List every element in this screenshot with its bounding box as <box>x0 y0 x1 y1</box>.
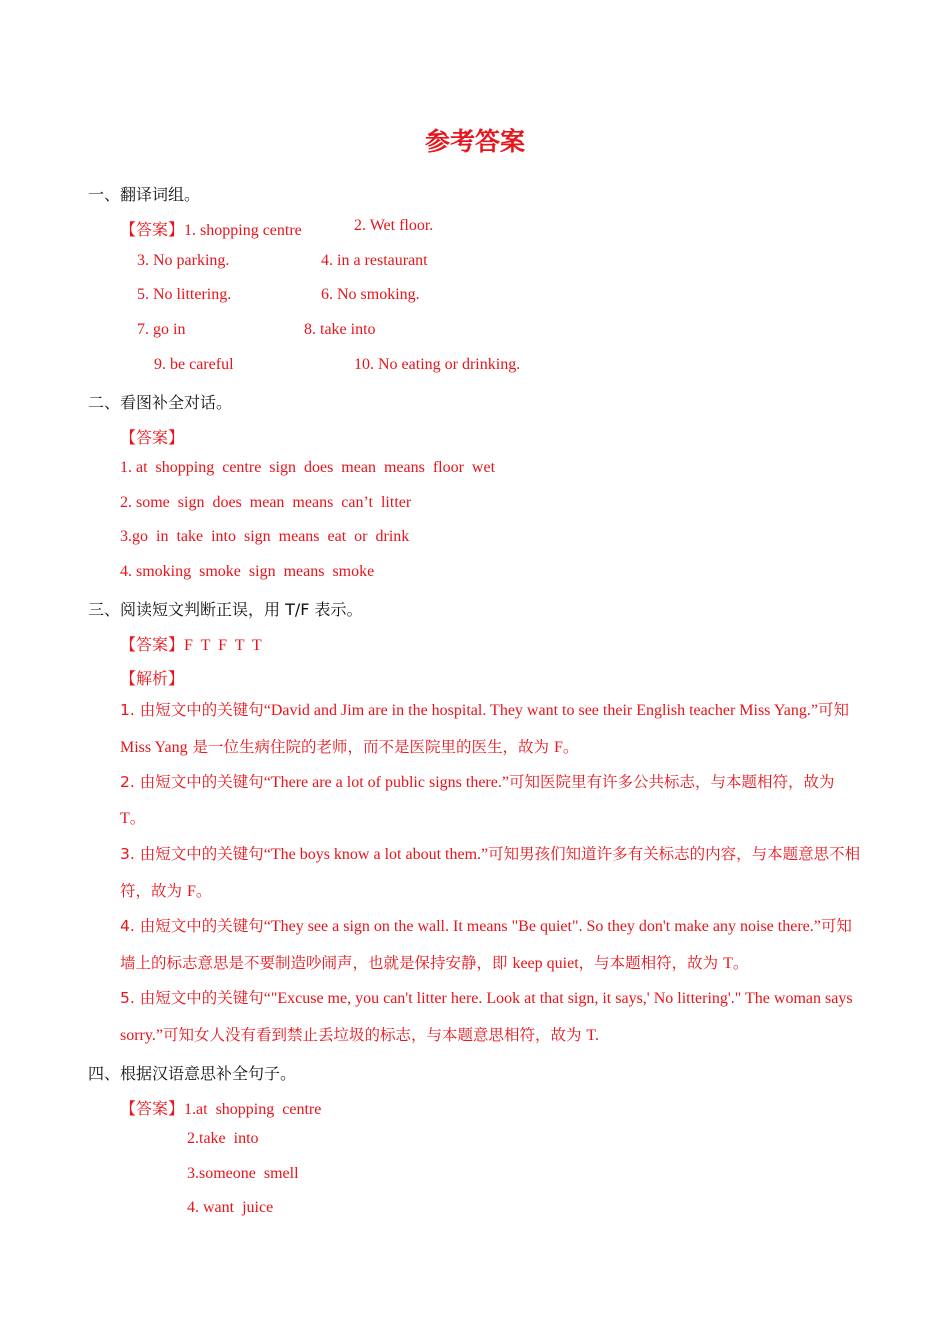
analysis-text: keep quiet <box>512 955 579 972</box>
analysis-item-3 <box>120 836 865 910</box>
section-3-heading: 三、阅读短文判断正误，用 T/F 表示。 <box>88 600 363 619</box>
s4-line-4: 4. want juice <box>187 1199 274 1216</box>
s1-answer-line <box>120 217 302 240</box>
analysis-quote: “"Excuse me, you can't litter here. Look at that sign, it says,' No littering'." The woman says sorry.” <box>120 990 853 1044</box>
s2-answer-tag: 【答案】 <box>120 428 185 447</box>
analysis-item-1 <box>120 692 865 766</box>
analysis-item-4 <box>120 908 865 982</box>
analysis-item-2 <box>120 764 865 837</box>
analysis-quote: “David and Jim are in the hospital. They want to see their English teacher Miss Yang.” <box>263 702 818 719</box>
analysis-lead: 2. 由短文中的关键句 <box>120 773 264 791</box>
section-1-heading: 一、翻译词组。 <box>88 185 201 204</box>
analysis-text: ，与本题相符，故为 <box>578 954 724 972</box>
analysis-text: 可知男孩们知道许多有关标志的内容，与本题意思不相符，故为 <box>120 845 861 900</box>
analysis-lead: 3. 由短文中的关键句 <box>120 845 264 863</box>
analysis-text: Miss Yang <box>120 739 188 756</box>
analysis-text: 可知 <box>817 701 849 719</box>
s1-item-8: 8. take into <box>304 321 376 338</box>
analysis-result: F。 <box>553 739 579 756</box>
analysis-quote: “There are a lot of public signs there.” <box>263 774 509 791</box>
analysis-lead: 4. 由短文中的关键句 <box>120 917 264 935</box>
answer-tag: 【答案】 <box>120 220 185 239</box>
s4-line-1: 1.at shopping centre <box>184 1101 322 1118</box>
analysis-text: 可知医院里有许多公共标志，与本题相符，故为 <box>508 773 835 791</box>
section-2-heading: 二、看图补全对话。 <box>88 393 233 412</box>
analysis-text: 可知女人没有看到禁止丢垃圾的标志，与本题意思相符，故为 <box>162 1026 587 1044</box>
analysis-result: F。 <box>186 883 212 900</box>
s1-item-3: 3. No parking. <box>137 252 230 269</box>
s1-item-9: 9. be careful <box>154 356 234 373</box>
s1-item-10: 10. No eating or drinking. <box>354 356 521 373</box>
s1-item-5: 5. No littering. <box>137 286 232 303</box>
s1-item-7: 7. go in <box>137 321 186 338</box>
answer-tag: 【答案】 <box>120 1099 185 1118</box>
s2-line-3: 3.go in take into sign means eat or drink <box>120 528 410 545</box>
analysis-text: 可知墙上的标志意思是不要制造吵闹声，也就是保持安静，即 <box>120 917 852 972</box>
s1-item-1: 1. shopping centre <box>184 222 302 239</box>
s4-line-2: 2.take into <box>187 1130 259 1147</box>
s3-answer-line <box>120 632 262 655</box>
s2-line-2: 2. some sign does mean means can’t litter <box>120 494 412 511</box>
s1-item-4: 4. in a restaurant <box>321 252 428 269</box>
analysis-result: T。 <box>723 955 749 972</box>
analysis-lead: 5. 由短文中的关键句 <box>120 989 264 1007</box>
section-4-heading: 四、根据汉语意思补全句子。 <box>88 1064 297 1083</box>
analysis-quote: “They see a sign on the wall. It means "Be quiet". So they don't make any noise there.” <box>263 918 821 935</box>
analysis-text: 是一位生病住院的老师，而不是医院里的医生，故为 <box>187 738 554 756</box>
s4-answer-line <box>120 1096 321 1119</box>
analysis-quote: “The boys know a lot about them.” <box>263 846 489 863</box>
s4-line-3: 3.someone smell <box>187 1165 299 1182</box>
answer-tag: 【答案】 <box>120 635 185 654</box>
s2-line-1: 1. at shopping centre sign does mean means floor wet <box>120 459 496 476</box>
s1-item-2: 2. Wet floor. <box>354 217 434 234</box>
analysis-tag: 【解析】 <box>120 669 185 688</box>
analysis-result: T. <box>586 1027 599 1044</box>
s1-item-6: 6. No smoking. <box>321 286 420 303</box>
page-title: 参考答案 <box>424 127 525 156</box>
analysis-lead: 1. 由短文中的关键句 <box>120 701 264 719</box>
s2-line-4: 4. smoking smoke sign means smoke <box>120 563 375 580</box>
analysis-result: T。 <box>120 810 146 827</box>
s3-answer: F T F T T <box>184 637 262 654</box>
analysis-item-5 <box>120 980 865 1054</box>
